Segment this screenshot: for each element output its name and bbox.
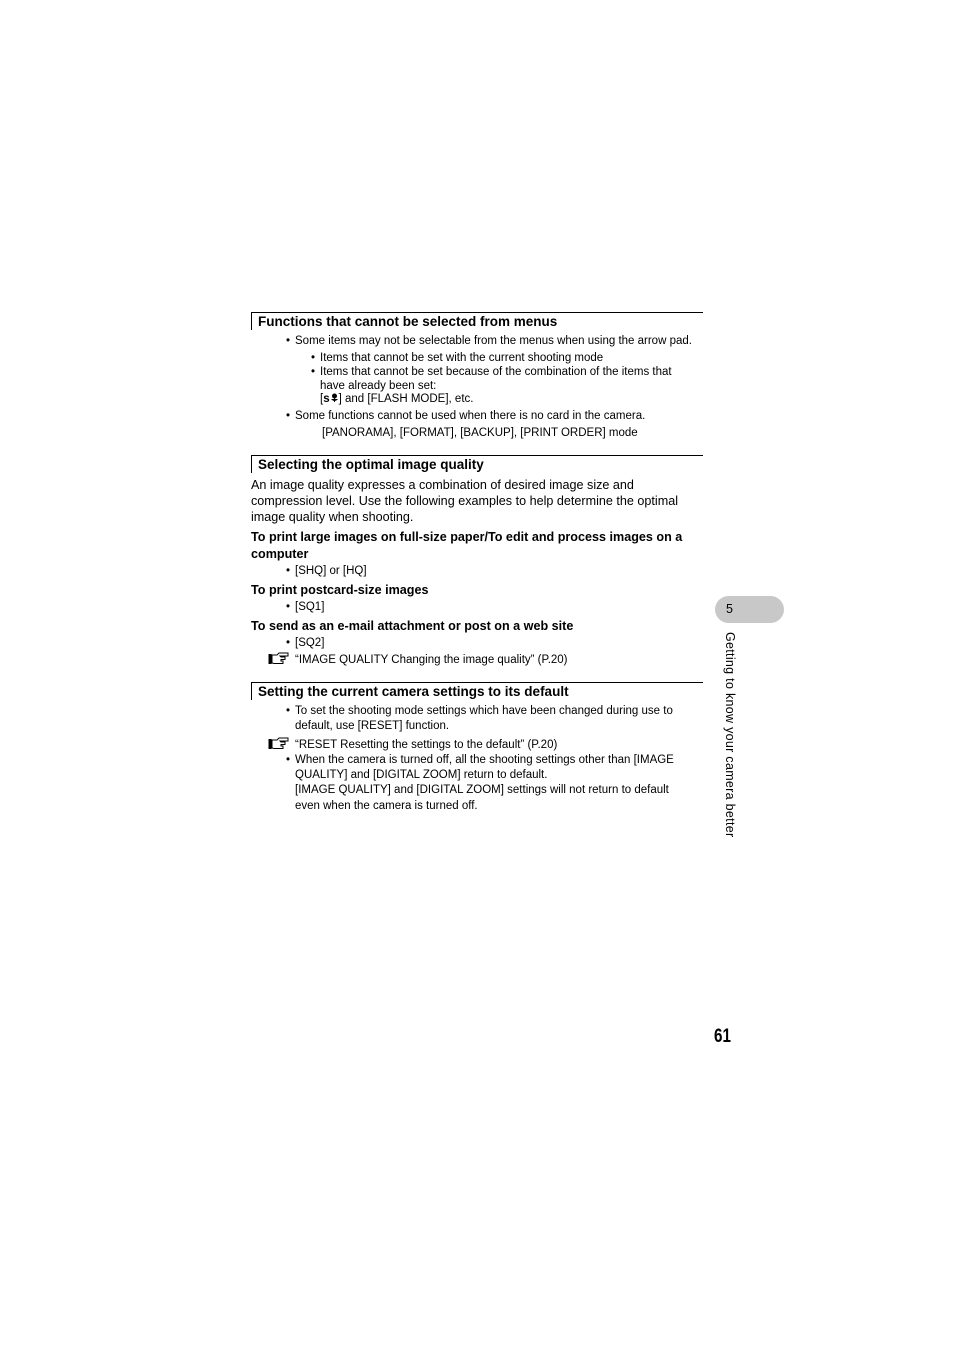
page-number: 61 (714, 1026, 731, 1047)
chapter-title: Getting to know your camera better (723, 632, 737, 838)
paragraph: default, use [RESET] function. (295, 720, 450, 732)
paragraph: compression level. Use the following examples to help determine the optimal (251, 494, 679, 508)
reference-hand-icon (268, 652, 290, 669)
paragraph: even when the camera is turned off. (295, 800, 478, 812)
paragraph: Some items may not be selectable from the menus when using the arrow pad. (295, 335, 692, 347)
case-heading: To send as an e-mail attachment or post on a web site (251, 619, 574, 633)
bullet-icon: • (286, 637, 291, 649)
paragraph: When the camera is turned off, all the shooting settings other than [IMAGE (295, 754, 674, 766)
paragraph: [PANORAMA], [FORMAT], [BACKUP], [PRINT ORDER] mode (322, 427, 638, 439)
reference-link: “RESET Resetting the settings to the default” (P.20) (295, 739, 558, 751)
chapter-number: 5 (726, 602, 733, 616)
section-heading-functions: Functions that cannot be selected from menus (251, 312, 703, 330)
bullet-icon: • (286, 565, 291, 577)
section-heading-image-quality: Selecting the optimal image quality (251, 455, 703, 473)
reference-hand-icon (268, 737, 290, 754)
bullet-icon: • (286, 754, 291, 766)
list-item: [SQ2] (295, 637, 325, 649)
case-heading: To print large images on full-size paper/To edit and process images on a (251, 530, 683, 544)
list-item: [SHQ] or [HQ] (295, 565, 367, 577)
paragraph: To set the shooting mode settings which have been changed during use to (295, 705, 673, 717)
section-heading-reset: Setting the current camera settings to its default (251, 682, 703, 700)
bullet-icon: • (311, 366, 316, 378)
case-heading: computer (251, 547, 309, 561)
bullet-icon: • (311, 352, 316, 364)
paragraph: An image quality expresses a combination of desired image size and (251, 478, 634, 492)
bullet-icon: • (286, 601, 291, 613)
reference-link: “IMAGE QUALITY Changing the image quality” (P.20) (295, 654, 568, 666)
paragraph: QUALITY] and [DIGITAL ZOOM] return to default. (295, 769, 548, 781)
list-item: [SQ1] (295, 601, 325, 613)
case-heading: To print postcard-size images (251, 583, 429, 597)
paragraph: Some functions cannot be used when there is no card in the camera. (295, 410, 646, 422)
bullet-icon: • (286, 335, 291, 347)
list-item-cont: have already been set: (320, 380, 437, 392)
list-item: Items that cannot be set with the current shooting mode (320, 352, 604, 364)
list-item: Items that cannot be set because of the combination of the items that (320, 366, 672, 378)
list-item-cont: [s ] and [FLASH MODE], etc. (320, 393, 474, 405)
paragraph: image quality when shooting. (251, 510, 414, 524)
bullet-icon: • (286, 705, 291, 717)
chapter-tab (715, 596, 784, 623)
macro-flower-icon: s (323, 392, 338, 407)
bullet-icon: • (286, 410, 291, 422)
paragraph: [IMAGE QUALITY] and [DIGITAL ZOOM] settings will not return to default (295, 784, 669, 796)
